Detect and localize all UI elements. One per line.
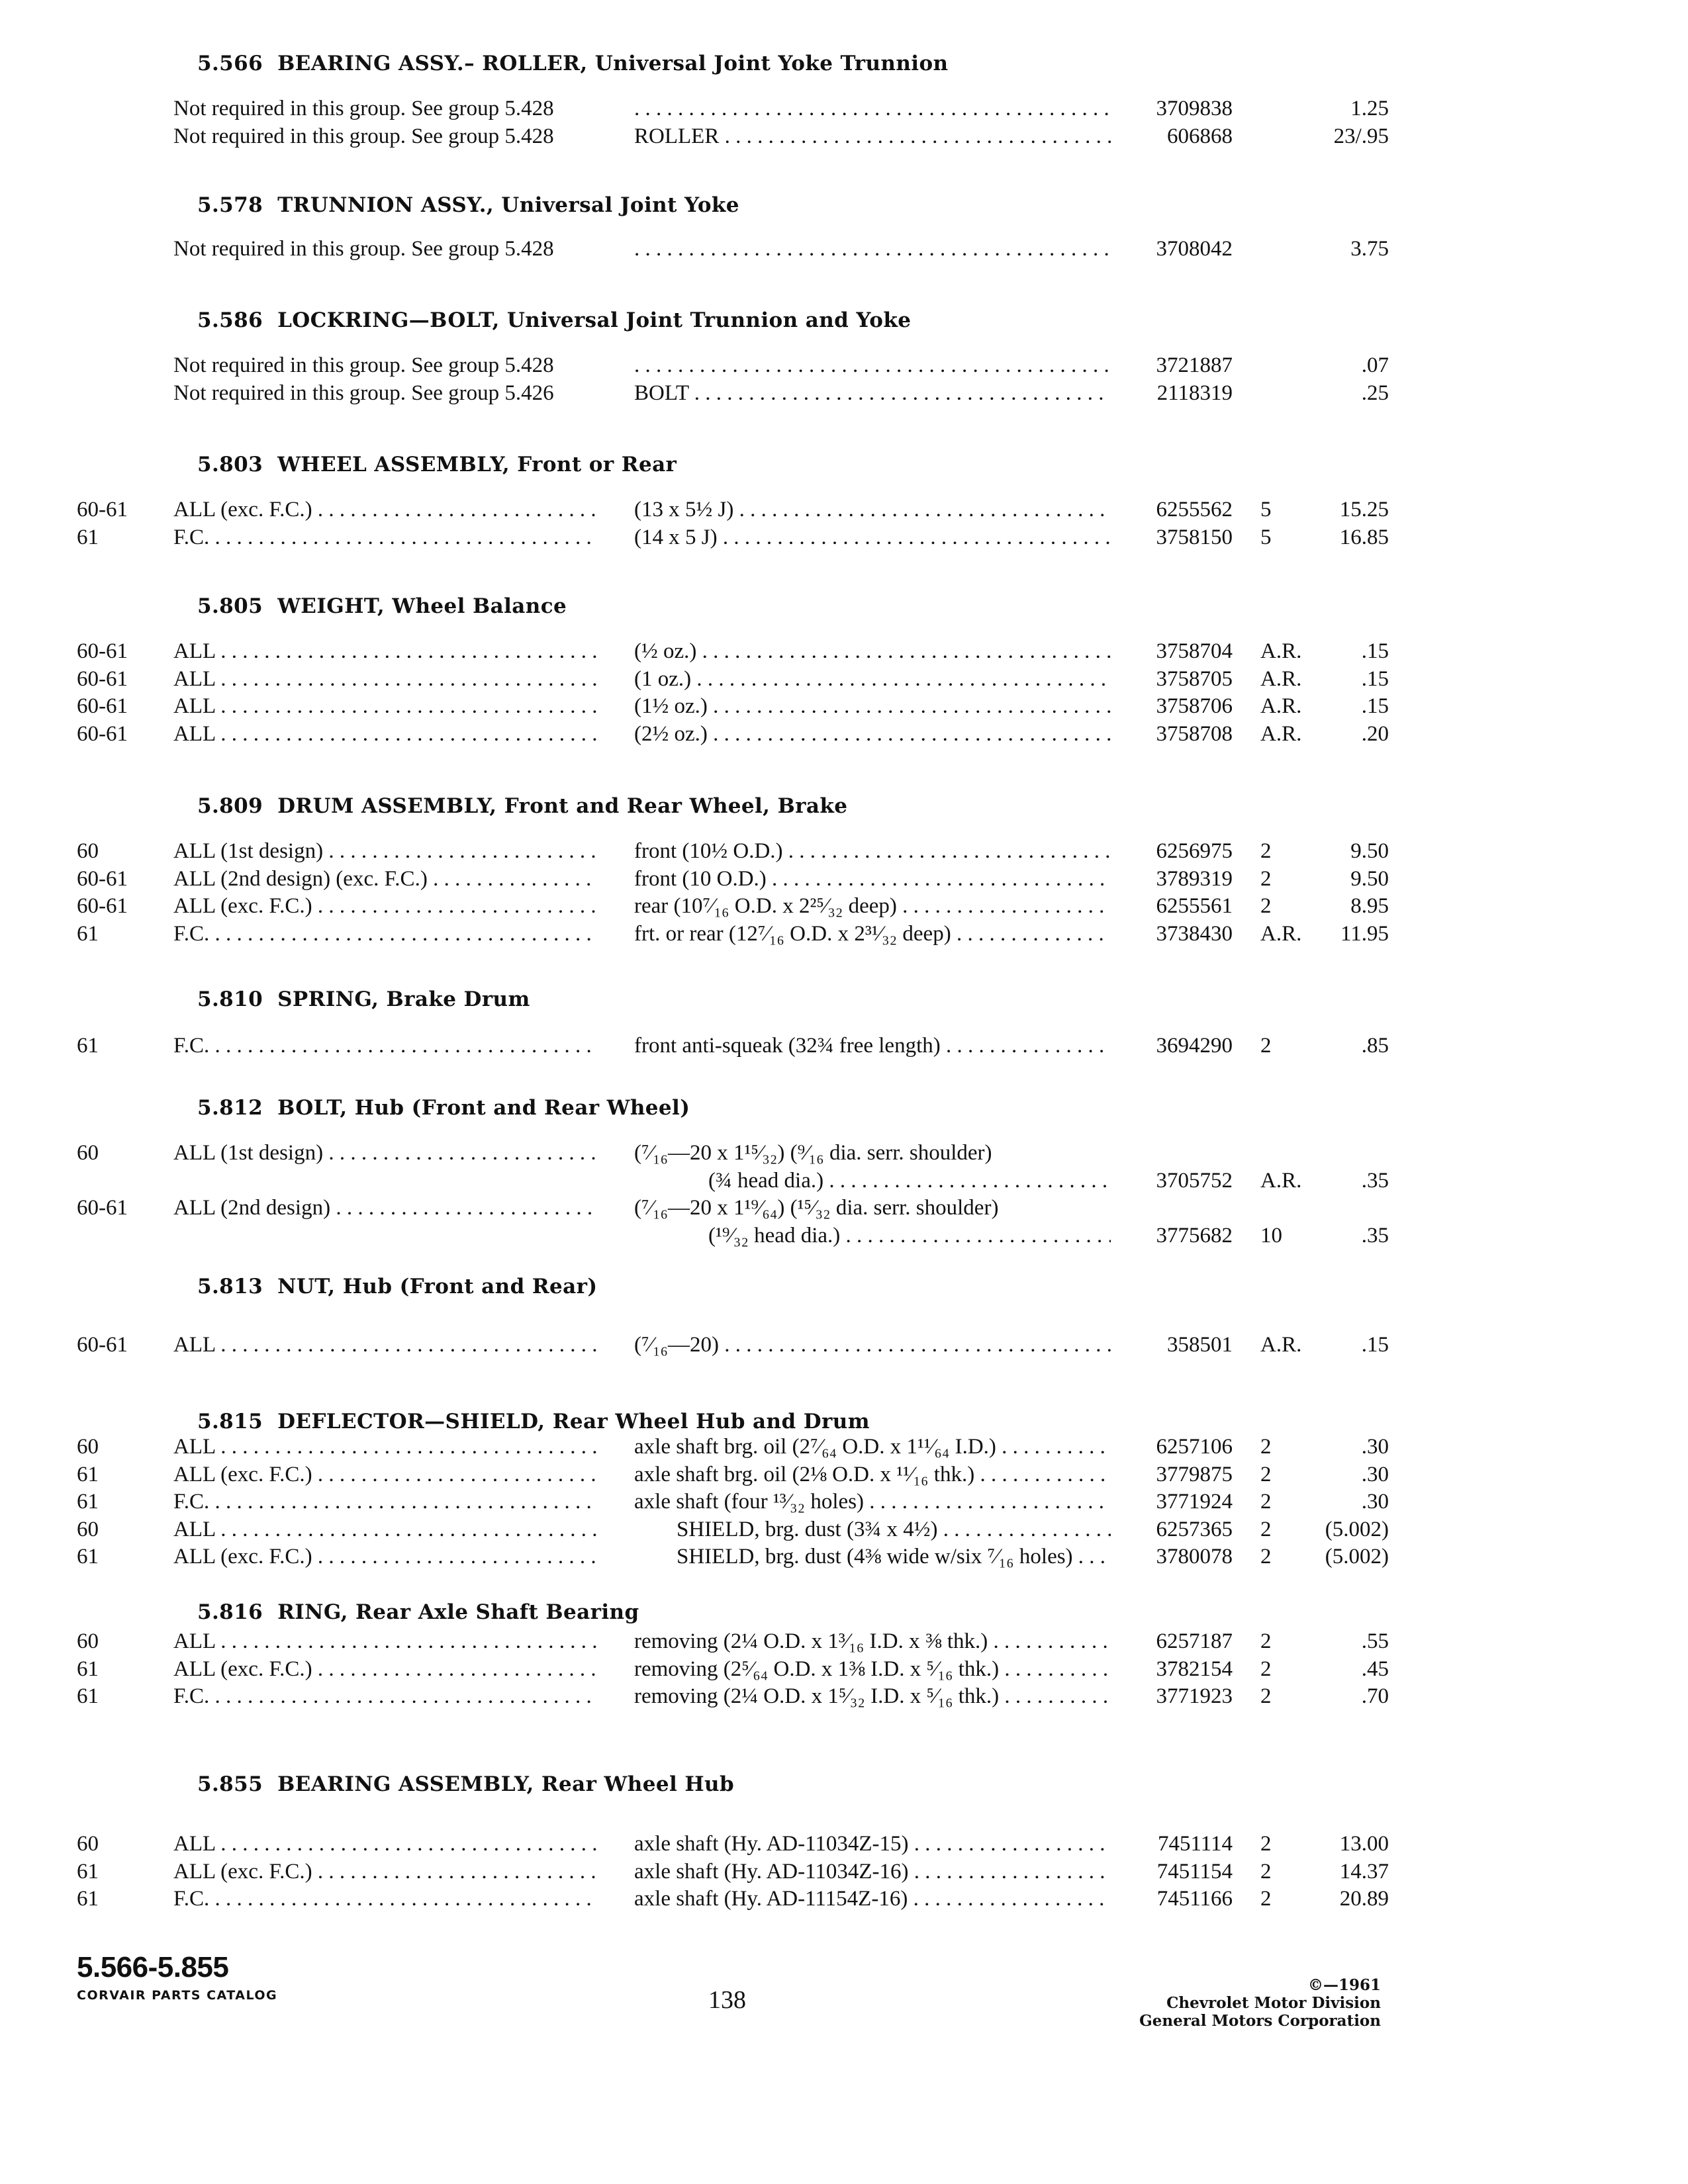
description [634,95,1111,122]
part-number: 3738430 [1156,921,1233,946]
list-price: .25 [1361,381,1389,405]
part-row [0,1858,1688,1885]
quantity: 2 [1260,1832,1272,1856]
model-year: 60-61 [77,1196,128,1220]
part-row [0,1433,1688,1460]
quantity: 2 [1260,1545,1272,1569]
list-price: 8.95 [1350,894,1389,918]
application: Not required in this group. See group 5.426 [173,381,554,405]
application: ALL (exc. F.C.) . . . [173,1461,597,1488]
model-year: 60-61 [77,866,128,891]
quantity: A.R. [1260,921,1302,946]
description: (⁷⁄₁₆—20 x 1¹⁵⁄₃₂) (⁹⁄₁₆ dia. serr. shoulder) [634,1141,992,1165]
part-number: 7451154 [1156,1859,1233,1884]
part-number: 3775682 [1156,1223,1233,1248]
description: (¹⁹⁄₃₂ head dia.) . . . [708,1222,1111,1249]
part-row [0,1461,1688,1488]
part-row [0,1488,1688,1515]
part-row [0,496,1688,523]
model-year: 61 [77,1490,99,1514]
part-number: 6257187 [1156,1629,1233,1653]
part-row [0,1195,1688,1221]
model-year: 60 [77,1435,99,1459]
part-number: 3758704 [1156,639,1233,663]
application: Not required in this group. See group 5.428 [173,353,554,377]
section-title [197,1096,690,1120]
section-title [197,1772,734,1796]
application: F.C. . . . [173,1886,597,1912]
list-price: 3.75 [1350,237,1389,261]
application: ALL (exc. F.C.) . . . [173,496,597,523]
description: removing (2¼ O.D. x 1³⁄₁₆ I.D. x ⅜ thk.) . . . [634,1628,1111,1655]
application: F.C. . . . [173,524,597,551]
part-number: 7451166 [1156,1887,1233,1911]
quantity: 2 [1260,1462,1272,1486]
copyright: ©—1961 [1307,1976,1381,1994]
quantity: 2 [1260,1629,1272,1653]
part-name: BEARING ASSY.– ROLLER, Universal Joint Yoke Trunnion [277,52,949,75]
application: ALL . . . [173,1433,597,1460]
part-row [0,693,1688,719]
quantity: A.R. [1260,639,1302,663]
description: rear (10⁷⁄₁₆ O.D. x 2²⁵⁄₃₂ deep) . . . [634,893,1111,919]
part-row [0,1140,1688,1166]
part-number: 3789319 [1156,866,1233,891]
list-price: 15.25 [1339,498,1389,522]
part-row [0,1543,1688,1570]
application: Not required in this group. See group 5.428 [173,124,554,148]
description: BOLT . . . [634,380,1111,406]
application: ALL (2nd design) (exc. F.C.) . . . [173,866,597,892]
quantity: A.R. [1260,666,1302,691]
description: axle shaft (Hy. AD-11154Z-16) . . . [634,1886,1111,1912]
part-name: LOCKRING—BOLT, Universal Joint Trunnion and Yoke [277,308,912,332]
description: (1 oz.) . . . [634,666,1111,692]
part-number: 6257106 [1156,1435,1233,1459]
description: ROLLER . . . [634,123,1111,150]
description: front (10 O.D.) . . . [634,866,1111,892]
group-number: 5.578 [197,193,263,217]
list-price: .30 [1361,1462,1389,1486]
description: (⁷⁄₁₆—20 x 1¹⁹⁄₆₄) (¹⁵⁄₃₂ dia. serr. shoulder) [634,1196,999,1220]
part-number: 2118319 [1156,381,1233,405]
group-number: 5.809 [197,794,263,818]
description: axle shaft brg. oil (2⁷⁄₆₄ O.D. x 1¹¹⁄₆₄ I.D.) . . . [634,1433,1111,1460]
part-number: 358501 [1167,1333,1233,1357]
catalog-name: CORVAIR PARTS CATALOG [77,1988,278,2003]
description: (⁷⁄₁₆—20) . . . [634,1332,1111,1358]
description: (½ oz.) . . . [634,638,1111,664]
part-row [0,1516,1688,1543]
section-title [197,1275,597,1298]
section-title [197,1600,639,1624]
list-price: 13.00 [1339,1832,1389,1856]
group-number: 5.816 [197,1600,263,1624]
group-range: 5.566-5.855 [77,1951,229,1983]
section-title [197,987,530,1011]
list-price: .30 [1361,1435,1389,1459]
group-number: 5.586 [197,308,263,332]
part-number: 6255561 [1156,894,1233,918]
corporation-name: General Motors Corporation [1139,2012,1381,2030]
section-title [197,193,739,217]
part-row [0,1167,1688,1194]
description: front (10½ O.D.) . . . [634,838,1111,864]
section-title [197,1410,870,1433]
part-number: 7451114 [1157,1832,1233,1856]
group-number: 5.815 [197,1410,263,1433]
description: (¾ head dia.) . . . [708,1167,1111,1194]
part-row [0,236,1688,262]
part-name: RING, Rear Axle Shaft Bearing [277,1600,639,1624]
model-year: 60-61 [77,498,128,522]
quantity: 5 [1260,498,1272,522]
part-number: 3758705 [1156,666,1233,691]
page-number: 138 [708,1986,746,2014]
list-price: .85 [1361,1034,1389,1058]
part-number: 3709838 [1156,97,1233,120]
part-number: 3771923 [1156,1684,1233,1708]
application: ALL (1st design) . . . [173,1140,597,1166]
part-row [0,352,1688,379]
list-price: .55 [1361,1629,1389,1653]
application: ALL . . . [173,721,597,747]
part-row [0,1222,1688,1249]
quantity: 2 [1260,866,1272,891]
application: ALL (2nd design) . . . [173,1195,597,1221]
part-number: 3708042 [1156,237,1233,261]
application: F.C. . . . [173,1032,597,1059]
application: ALL (exc. F.C.) . . . [173,1656,597,1682]
part-row [0,638,1688,664]
part-name: WHEEL ASSEMBLY, Front or Rear [277,453,677,477]
part-number: 3758706 [1156,694,1233,718]
part-row [0,866,1688,892]
model-year: 61 [77,921,99,946]
part-number: 606868 [1167,124,1233,148]
list-price: 14.37 [1339,1859,1389,1884]
quantity: 2 [1260,1517,1272,1541]
list-price: .15 [1361,666,1389,691]
part-row [0,921,1688,947]
part-name: BEARING ASSEMBLY, Rear Wheel Hub [277,1772,735,1796]
model-year: 60-61 [77,694,128,718]
part-name: WEIGHT, Wheel Balance [277,594,567,618]
description: (2½ oz.) . . . [634,721,1111,747]
list-price: 20.89 [1339,1887,1389,1911]
list-price: .15 [1361,1333,1389,1357]
application: ALL . . . [173,666,597,692]
application: ALL . . . [173,1628,597,1655]
part-number: 6257365 [1156,1517,1233,1541]
application: ALL . . . [173,1516,597,1543]
part-number: 6255562 [1156,498,1233,522]
application: ALL (exc. F.C.) . . . [173,893,597,919]
section-title [197,52,948,75]
quantity: 2 [1260,1684,1272,1708]
description: frt. or rear (12⁷⁄₁₆ O.D. x 2³¹⁄₃₂ deep) . . . [634,921,1111,947]
part-row [0,1628,1688,1655]
model-year: 61 [77,1684,99,1708]
description: axle shaft brg. oil (2⅛ O.D. x ¹¹⁄₁₆ thk.) . . . [634,1461,1111,1488]
application: ALL . . . [173,693,597,719]
model-year: 60 [77,1832,99,1856]
part-row [0,123,1688,150]
list-price: (5.002) [1325,1545,1389,1569]
model-year: 61 [77,1545,99,1569]
description [634,352,1111,379]
model-year: 60 [77,1141,99,1165]
section-title [197,453,677,477]
part-row [0,1032,1688,1059]
application: ALL (exc. F.C.) . . . [173,1858,597,1885]
application: ALL . . . [173,638,597,664]
part-row [0,95,1688,122]
application: ALL (exc. F.C.) . . . [173,1543,597,1570]
section-title [197,308,911,332]
part-number: 3782154 [1156,1657,1233,1681]
quantity: A.R. [1260,1333,1302,1357]
part-row [0,666,1688,692]
part-name: SPRING, Brake Drum [277,987,530,1011]
quantity: 2 [1260,1657,1272,1681]
model-year: 61 [77,525,99,549]
part-number: 3780078 [1156,1545,1233,1569]
publisher-block [1139,1976,1381,2030]
list-price: .30 [1361,1490,1389,1514]
quantity: 2 [1260,1859,1272,1884]
quantity: 2 [1260,1490,1272,1514]
application: F.C. . . . [173,921,597,947]
list-price: .35 [1361,1168,1389,1193]
model-year: 61 [77,1887,99,1911]
part-name: BOLT, Hub (Front and Rear Wheel) [277,1096,690,1120]
quantity: 2 [1260,839,1272,863]
list-price: 16.85 [1339,525,1389,549]
part-name: NUT, Hub (Front and Rear) [277,1275,598,1298]
list-price: .70 [1361,1684,1389,1708]
part-number: 3771924 [1156,1490,1233,1514]
quantity: 2 [1260,1435,1272,1459]
application: ALL (1st design) . . . [173,838,597,864]
part-row [0,838,1688,864]
application: ALL . . . [173,1332,597,1358]
list-price: .45 [1361,1657,1389,1681]
model-year: 61 [77,1034,99,1058]
division-name: Chevrolet Motor Division [1166,1994,1381,2012]
section-title [197,594,567,618]
group-number: 5.812 [197,1096,263,1120]
description: axle shaft (Hy. AD-11034Z-16) . . . [634,1858,1111,1885]
quantity: 5 [1260,525,1272,549]
quantity: 2 [1260,1887,1272,1911]
list-price: 1.25 [1350,97,1389,120]
list-price: 9.50 [1350,839,1389,863]
model-year: 60-61 [77,894,128,918]
description: SHIELD, brg. dust (3¾ x 4½) . . . [677,1516,1111,1543]
part-name: DRUM ASSEMBLY, Front and Rear Wheel, Brake [277,794,848,818]
part-name: TRUNNION ASSY., Universal Joint Yoke [277,193,739,217]
quantity: 10 [1260,1223,1282,1248]
description: removing (2⁵⁄₆₄ O.D. x 1⅜ I.D. x ⁵⁄₁₆ thk.) . . . [634,1656,1111,1682]
description: axle shaft (Hy. AD-11034Z-15) . . . [634,1831,1111,1857]
section-title [197,794,847,818]
description [634,236,1111,262]
model-year: 60-61 [77,721,128,746]
quantity: A.R. [1260,721,1302,746]
group-number: 5.855 [197,1772,263,1796]
quantity: A.R. [1260,1168,1302,1193]
list-price: 11.95 [1340,921,1389,946]
part-row [0,524,1688,551]
part-row [0,721,1688,747]
description: front anti-squeak (32¾ free length) . . . [634,1032,1111,1059]
group-number: 5.803 [197,453,263,477]
part-number: 3721887 [1156,353,1233,377]
part-row [0,380,1688,406]
list-price: (5.002) [1325,1517,1389,1541]
list-price: .15 [1361,694,1389,718]
model-year: 60 [77,839,99,863]
part-row [0,1831,1688,1857]
list-price: .20 [1361,721,1389,746]
application: F.C. . . . [173,1683,597,1709]
description: (1½ oz.) . . . [634,693,1111,719]
list-price: .07 [1361,353,1389,377]
model-year: 60 [77,1629,99,1653]
model-year: 60-61 [77,639,128,663]
list-price: .35 [1361,1223,1389,1248]
model-year: 60-61 [77,666,128,691]
part-number: 3758708 [1156,721,1233,746]
description: (14 x 5 J) . . . [634,524,1111,551]
part-row [0,1886,1688,1912]
part-number: 3705752 [1156,1168,1233,1193]
description: SHIELD, brg. dust (4⅜ wide w/six ⁷⁄₁₆ holes) . . . [677,1543,1111,1570]
quantity: 2 [1260,894,1272,918]
application: Not required in this group. See group 5.428 [173,97,554,120]
model-year: 61 [77,1462,99,1486]
part-row [0,1656,1688,1682]
list-price: 9.50 [1350,866,1389,891]
quantity: A.R. [1260,694,1302,718]
part-row [0,893,1688,919]
part-name: DEFLECTOR—SHIELD, Rear Wheel Hub and Drum [277,1410,870,1433]
part-row [0,1683,1688,1709]
model-year: 60-61 [77,1333,128,1357]
model-year: 61 [77,1657,99,1681]
description: removing (2¼ O.D. x 1⁵⁄₃₂ I.D. x ⁵⁄₁₆ thk.) . . . [634,1683,1111,1709]
part-row [0,1332,1688,1358]
application: Not required in this group. See group 5.428 [173,237,554,261]
model-year: 61 [77,1859,99,1884]
list-price: .15 [1361,639,1389,663]
description: (13 x 5½ J) . . . [634,496,1111,523]
group-number: 5.805 [197,594,263,618]
description: axle shaft (four ¹³⁄₃₂ holes) . . . [634,1488,1111,1515]
group-number: 5.810 [197,987,263,1011]
application: ALL . . . [173,1831,597,1857]
part-number: 6256975 [1156,839,1233,863]
part-number: 3779875 [1156,1462,1233,1486]
group-number: 5.813 [197,1275,263,1298]
part-number: 3694290 [1156,1034,1233,1058]
group-number: 5.566 [197,52,263,75]
model-year: 60 [77,1517,99,1541]
list-price: 23/.95 [1333,124,1389,148]
part-number: 3758150 [1156,525,1233,549]
application: F.C. . . . [173,1488,597,1515]
quantity: 2 [1260,1034,1272,1058]
